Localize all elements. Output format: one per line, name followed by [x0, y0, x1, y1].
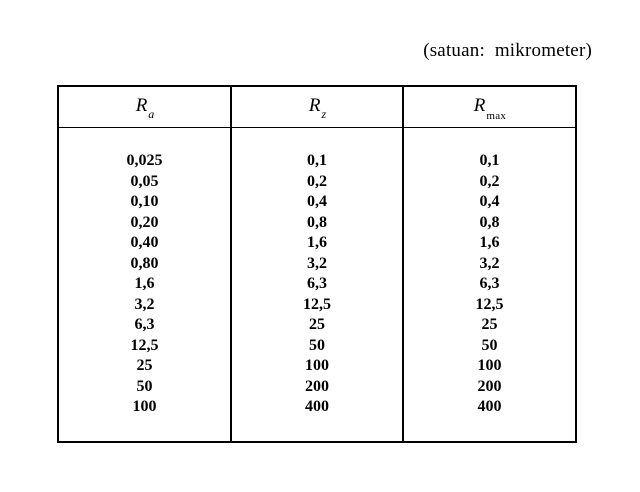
list-item: 25 — [136, 357, 153, 375]
list-item: 6,3 — [307, 275, 327, 293]
list-item: 6,3 — [479, 275, 500, 293]
list-item: 0,20 — [130, 213, 159, 231]
header-symbol-rz: $R_z$ — [308, 94, 327, 122]
list-item: 0,2 — [479, 172, 500, 190]
list-item: 0,8 — [479, 213, 500, 231]
list-item: 12,5 — [303, 295, 331, 313]
table-body — [59, 128, 575, 442]
list-item: 0,4 — [307, 193, 327, 211]
rmax-value-list — [404, 151, 575, 418]
list-item: 0,80 — [130, 254, 159, 272]
list-item: 0,10 — [130, 193, 159, 211]
list-item: 50 — [481, 336, 498, 354]
list-item: 12,5 — [130, 336, 159, 354]
list-item: 0,8 — [307, 213, 327, 231]
list-item: 0,05 — [130, 172, 159, 190]
list-item: 0,40 — [130, 234, 159, 252]
column-header-rmax — [403, 87, 575, 128]
table-header — [59, 87, 575, 128]
list-item: 3,2 — [134, 295, 155, 313]
list-item: 0,4 — [479, 193, 500, 211]
column-values-rmax — [403, 128, 575, 442]
rz-value-list — [232, 151, 402, 418]
list-item: 0,025 — [126, 152, 163, 170]
roughness-values-table — [59, 87, 575, 441]
list-item: 1,6 — [307, 234, 327, 252]
list-item: 25 — [309, 316, 325, 334]
list-item: 3,2 — [307, 254, 327, 272]
list-item: 50 — [309, 336, 325, 354]
unit-caption: (satuan: mikrometer) — [423, 40, 592, 61]
list-item: 3,2 — [479, 254, 500, 272]
roughness-table — [57, 85, 577, 443]
list-item: 6,3 — [134, 316, 155, 334]
list-item: 400 — [477, 398, 502, 416]
ra-value-list — [59, 151, 230, 418]
column-values-ra — [59, 128, 231, 442]
list-item: 1,6 — [134, 275, 155, 293]
list-item: 25 — [481, 316, 498, 334]
list-item: 200 — [305, 377, 329, 395]
list-item: 12,5 — [475, 295, 504, 313]
column-header-rz — [231, 87, 403, 128]
column-header-ra — [59, 87, 231, 128]
header-symbol-ra: $R_a$ — [135, 94, 155, 122]
list-item: 0,1 — [307, 152, 327, 170]
list-item: 200 — [477, 377, 502, 395]
list-item: 100 — [477, 357, 502, 375]
list-item: 1,6 — [479, 234, 500, 252]
list-item: 50 — [136, 377, 153, 395]
table-row — [59, 128, 575, 442]
column-values-rz — [231, 128, 403, 442]
list-item: 0,2 — [307, 172, 327, 190]
list-item: 100 — [305, 357, 329, 375]
list-item: 400 — [305, 398, 329, 416]
header-symbol-rmax: $R_{max}$ — [473, 95, 507, 122]
list-item: 100 — [132, 398, 157, 416]
table-header-row — [59, 87, 575, 128]
list-item: 0,1 — [479, 152, 500, 170]
